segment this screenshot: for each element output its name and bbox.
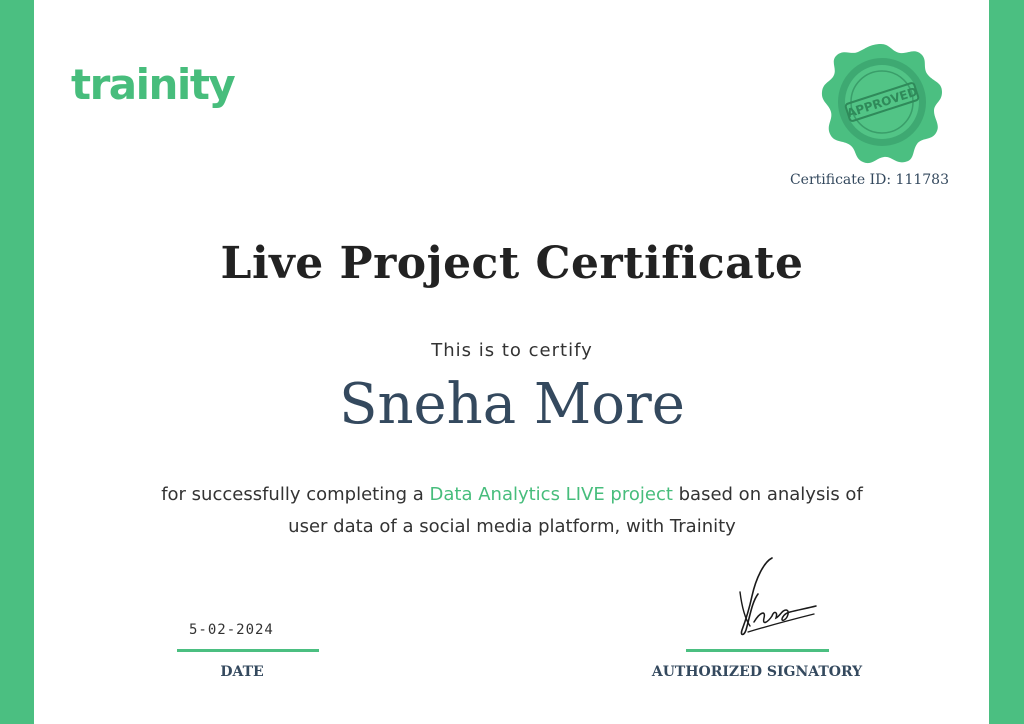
certify-text: This is to certify xyxy=(431,340,593,361)
date-label: DATE xyxy=(220,664,264,680)
date-value: 5-02-2024 xyxy=(189,622,274,638)
trainity-logo: trainity xyxy=(71,60,235,109)
certificate-id: Certificate ID: 111783 xyxy=(789,172,949,188)
signature-underline xyxy=(686,649,829,652)
description-before: for successfully completing a xyxy=(161,484,430,505)
left-border-stripe xyxy=(0,0,34,724)
project-highlight: Data Analytics LIVE project xyxy=(429,484,673,505)
description-after: based on analysis of user data of a social media platform, with Trainity xyxy=(288,484,863,537)
right-border-stripe xyxy=(989,0,1024,724)
authorized-signatory-label: AUTHORIZED SIGNATORY xyxy=(651,664,863,680)
handwritten-signature-icon xyxy=(728,552,824,640)
approved-seal-icon xyxy=(818,40,944,166)
date-underline xyxy=(177,649,319,652)
certificate-description xyxy=(150,479,874,543)
seal-text: APPROVED xyxy=(845,84,920,121)
certificate-title: Live Project Certificate xyxy=(220,238,804,289)
recipient-name: Sneha More xyxy=(339,372,685,437)
